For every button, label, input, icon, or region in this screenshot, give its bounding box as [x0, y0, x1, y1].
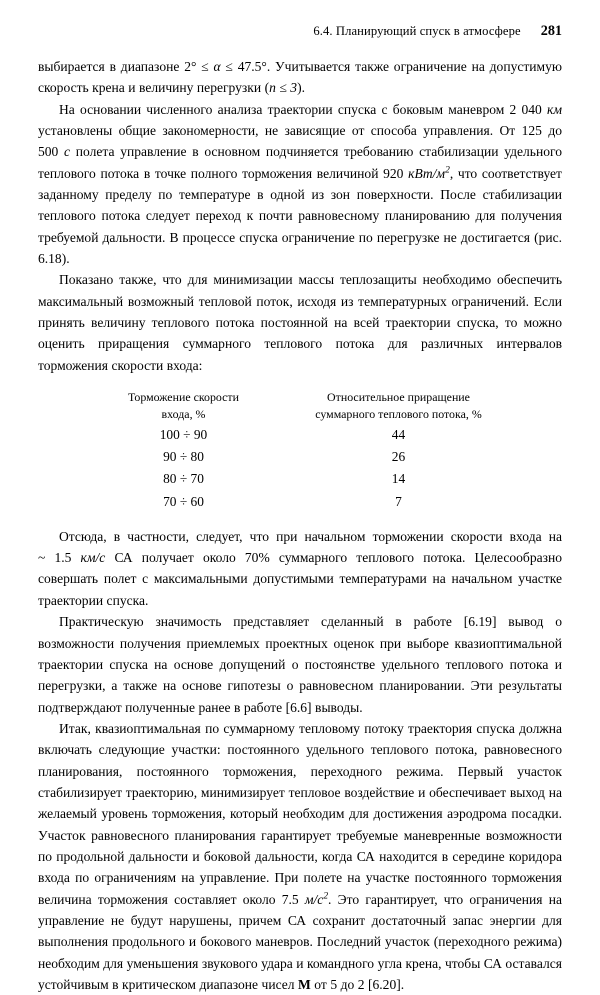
- page-number: 281: [540, 23, 562, 39]
- heat-flux-table: [86, 389, 516, 513]
- table-header-row: [86, 389, 516, 424]
- mach-symbol: M: [298, 977, 311, 992]
- reference-6-19: [6.19]: [463, 614, 497, 630]
- table-row: [86, 424, 516, 446]
- table-cell-interval: 90 ÷ 80: [163, 449, 204, 465]
- deceleration-value: 7.5: [281, 891, 299, 907]
- paragraph-4: Отсюда, в частности, следует, что при начальном торможении скорости входа на ~ 1.5 км/с СА получает около 70% суммарного теплового потока. Целесообразно совершать полет с максимальными допустимыми температурами на начальном участке траектории спуска.: [38, 528, 562, 608]
- time-start-value: 125: [521, 123, 542, 139]
- unit-seconds: с: [64, 144, 71, 160]
- unit-m-per-s2-base: м/с: [304, 891, 324, 907]
- table-header-increment: [281, 389, 516, 424]
- running-head: [38, 24, 562, 38]
- unit-kw-per-m2-base: кВт/м: [408, 165, 446, 181]
- unit-kw-per-m2-exponent: 2: [445, 165, 450, 176]
- reference-6-6: [6.6]: [285, 699, 312, 715]
- unit-km-per-s: км/с: [80, 550, 106, 566]
- lateral-range-value: 2 040: [509, 101, 542, 117]
- heat-fraction-value: 70%: [244, 550, 270, 566]
- table-bottom-spacer: [38, 513, 562, 526]
- table-header-deceleration: [86, 389, 281, 424]
- heat-flux-value: 920: [383, 165, 404, 181]
- heat-flux-table-block: [38, 389, 562, 513]
- alpha-range-end: 47.5°: [237, 59, 267, 74]
- table-row: [86, 446, 516, 468]
- paragraph-1: выбирается в диапазоне 2° ≤ α ≤ 47.5°. Учитывается также ограничение на допустимую скорость крена и величину перегрузки (n ≤ 3).: [38, 59, 563, 96]
- paragraph-2: На основании численного анализа траектории спуска с боковым маневром 2 040 км установлены общие закономерности, не зависящие от способа управления. От 125 до 500 с полета управление в основном подчиняется требованию стабилизации удельного теплового потока в точке полного торможения величиной 920 кВт/$м^2$, что соответствует заданному пределу по температуре в одной из зон поверхности. После стабилизации теплового потока следует переход к почти равновесному планированию для получения требуемой дальности. В процессе спуска ограничение по перегрузке не достигается (рис. 6.18).: [38, 101, 562, 267]
- time-end-value: 500: [38, 144, 59, 160]
- table-cell-increment: 7: [395, 493, 402, 509]
- alpha-symbol: α: [213, 59, 221, 74]
- table-cell-interval: 100 ÷ 90: [159, 426, 208, 442]
- paragraph-5: Практическую значимость представляет сделанный в работе [6.19] вывод о возможности получения приемлемых проектных оценок при выборе квазиоптимальной траектории спуска на основе допущений о постоянстве удельного теплового потока и перегрузки, а также на основе гипотезы о равновесном планировании. Эти результаты подтверждают полученные ранее в работе [6.6] выводы.: [38, 614, 563, 715]
- table-cell-increment: 44: [391, 426, 406, 442]
- load-factor-limit: n ≤ 3: [269, 80, 298, 96]
- figure-reference: (рис. 6.18): [38, 229, 562, 267]
- paragraph-3: Показано также, что для минимизации массы теплозащиты необходимо обеспечить максимальный возможный тепловой поток, исходя из температурных ограничений. Если принять величину теплового потока постоянной на всей траектории спуска, то можно оценить приращения суммарного теплового потока для различных интервалов торможения скорости входа:: [38, 272, 562, 373]
- table-row: [86, 468, 516, 490]
- reference-6-20: [6.20]: [368, 977, 401, 992]
- alpha-range-start: 2°: [184, 59, 197, 74]
- table-cell-increment: 26: [391, 449, 406, 465]
- table-cell-increment: 14: [391, 471, 406, 487]
- unit-m-per-s2-exponent: 2: [323, 891, 329, 902]
- mach-from-value: 5: [330, 977, 338, 992]
- table-row: [86, 491, 516, 513]
- page-body: [38, 56, 562, 995]
- table-header-deceleration-line2: входа, %: [161, 406, 206, 421]
- velocity-value: 1.5: [54, 550, 72, 566]
- unit-km: км: [547, 101, 562, 117]
- running-head-section-title: 6.4. Планирующий спуск в атмосфере: [313, 24, 521, 38]
- table-cell-interval: 80 ÷ 70: [163, 471, 204, 487]
- table-header-deceleration-line1: Торможение скорости: [128, 390, 239, 405]
- table-cell-interval: 70 ÷ 60: [163, 493, 204, 509]
- paragraph-6: Итак, квазиоптимальная по суммарному тепловому потоку траектория спуска должна включать следующие участки: постоянного удельного теплового потока, равновесного планирования, постоянного торможения, переходного режима. Первый участок стабилизирует траекторию, минимизирует тепловое воздействие и обеспечивает выход на желаемый уровень торможения, который необходим для достижения аэродрома посадки. Участок равновесного планирования гарантирует требуемые маневренные возможности по продольной дальности и боковой дальности, когда СА находится в середине коридора входа по ограничениям на управление. При полете на участке постоянного торможения величина торможения составляет около 7.5 $м/с^2$. Это гарантирует, что ограничения на управление не будут нарушены, причем СА сохранит достаточный запас энергии для выполнения продольного и бокового маневров. Последний участок (переходного режима) необходим для уменьшения звукового удара и командного угла крена, чтобы СА оставался устойчивым в критическом диапазоне чисел M от 5 до 2 [6.20].: [38, 720, 562, 992]
- mach-to-value: 2: [357, 977, 365, 992]
- table-header-increment-line1: Относительное приращение: [327, 390, 470, 405]
- unit-kw-per-m2: [408, 166, 450, 181]
- table-header-increment-line2: суммарного теплового потока, %: [315, 406, 482, 421]
- unit-m-per-s2: [305, 892, 328, 907]
